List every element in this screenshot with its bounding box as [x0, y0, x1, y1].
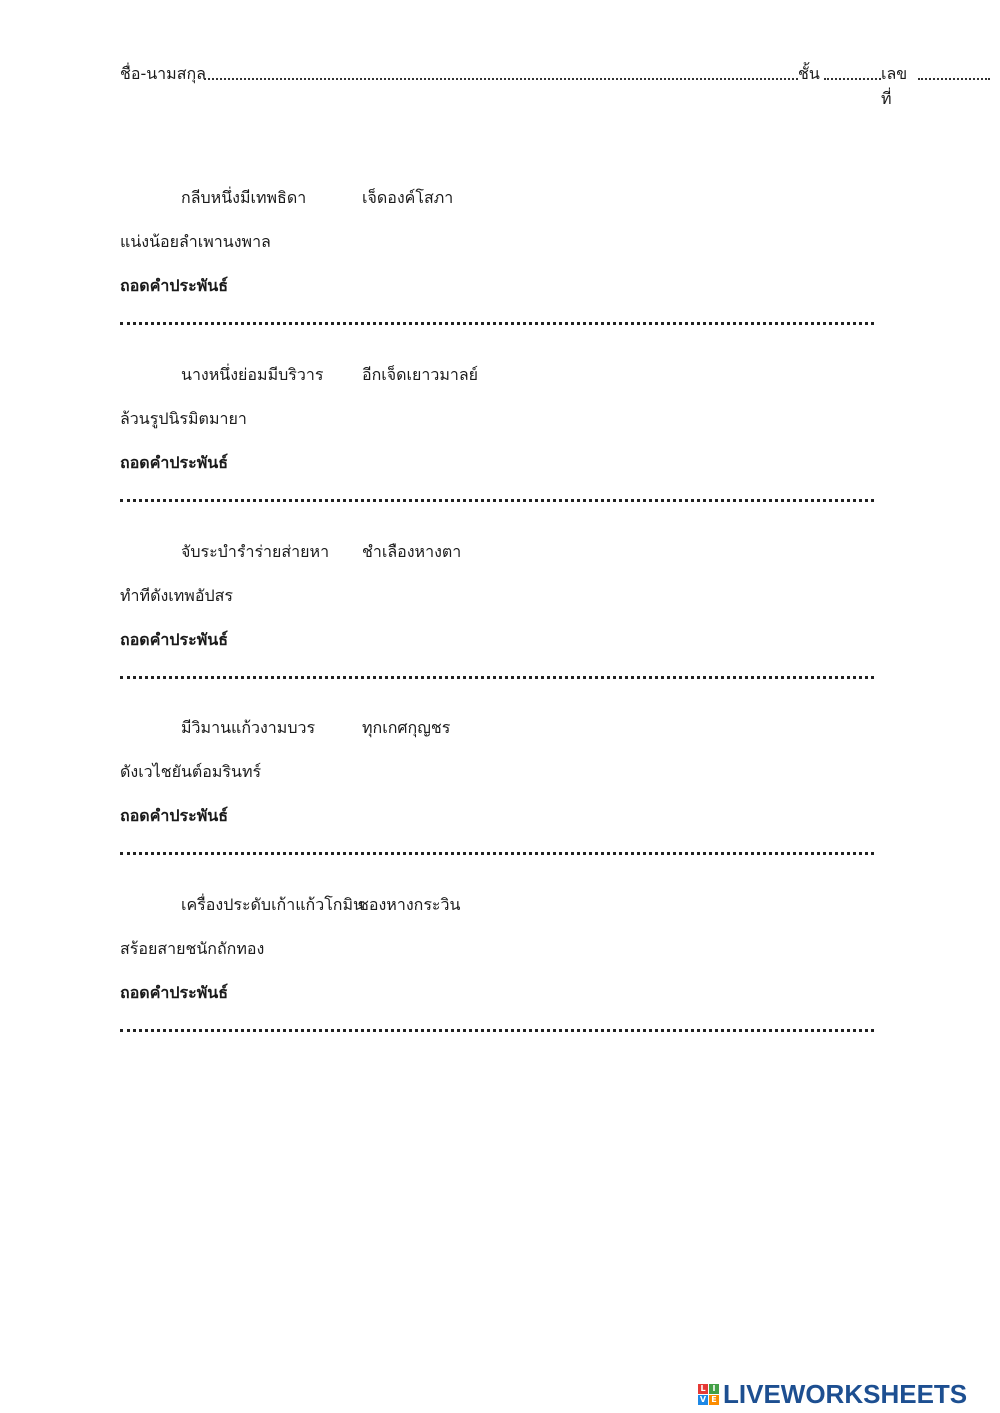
- poem-line-2: ทำทีดังเทพอัปสร: [120, 586, 233, 605]
- logo-letter-l: L: [698, 1384, 708, 1394]
- instruction-label: ถอดคำประพันธ์: [120, 983, 228, 1002]
- liveworksheets-logo-icon: [698, 1384, 719, 1405]
- number-field[interactable]: [918, 62, 990, 80]
- poem-second-half: ทุกเกศกุญชร: [362, 718, 451, 737]
- poem-first-half: นางหนึ่งย่อมมีบริวาร: [181, 365, 324, 384]
- answer-line[interactable]: [120, 1029, 874, 1032]
- liveworksheets-logo: [698, 1380, 967, 1408]
- name-label: ชื่อ-นามสกุล: [120, 64, 206, 83]
- student-info-header: [120, 62, 908, 108]
- instruction-label: ถอดคำประพันธ์: [120, 630, 228, 649]
- answer-line[interactable]: [120, 322, 874, 325]
- poem-second-half: ชำเลืองหางตา: [362, 542, 462, 561]
- poem-second-half: อีกเจ็ดเยาวมาลย์: [362, 365, 479, 384]
- poem-line-2: สร้อยสายชนักถักทอง: [120, 939, 265, 958]
- logo-letter-v: V: [699, 1394, 707, 1404]
- poem-line-2: แน่งน้อยลำเพานงพาล: [120, 232, 271, 251]
- poem-line-2: ล้วนรูปนิรมิตมายา: [120, 409, 247, 428]
- instruction-label: ถอดคำประพันธ์: [120, 453, 228, 472]
- stanza-5: [120, 893, 874, 1043]
- poem-second-half: ซองหางกระวิน: [358, 895, 461, 914]
- answer-line[interactable]: [120, 676, 874, 679]
- logo-text: LIVEWORKSHEETS: [723, 1378, 968, 1409]
- poem-first-half: มีวิมานแก้วงามบวร: [181, 718, 316, 737]
- stanza-4: [120, 716, 874, 866]
- poem-line-2: ดังเวไชยันต์อมรินทร์: [120, 762, 262, 781]
- name-field[interactable]: [204, 62, 798, 80]
- instruction-label: ถอดคำประพันธ์: [120, 276, 228, 295]
- poem-first-half: เครื่องประดับเก้าแก้วโกมิน: [181, 895, 364, 914]
- stanza-3: [120, 540, 874, 690]
- stanza-1: [120, 186, 874, 336]
- instruction-label: ถอดคำประพันธ์: [120, 806, 228, 825]
- poem-first-half: จับระบำรำร่ายส่ายหา: [181, 542, 330, 561]
- logo-letter-i: I: [709, 1384, 719, 1394]
- stanza-2: [120, 363, 874, 513]
- poem-first-half: กลีบหนึ่งมีเทพธิดา: [181, 188, 307, 207]
- answer-line[interactable]: [120, 852, 874, 855]
- logo-letter-e: E: [709, 1395, 719, 1405]
- class-field[interactable]: [824, 62, 881, 80]
- number-label: เลขที่: [881, 64, 908, 108]
- poem-second-half: เจ็ดองค์โสภา: [362, 188, 454, 207]
- class-label: ชั้น: [798, 64, 820, 83]
- answer-line[interactable]: [120, 499, 874, 502]
